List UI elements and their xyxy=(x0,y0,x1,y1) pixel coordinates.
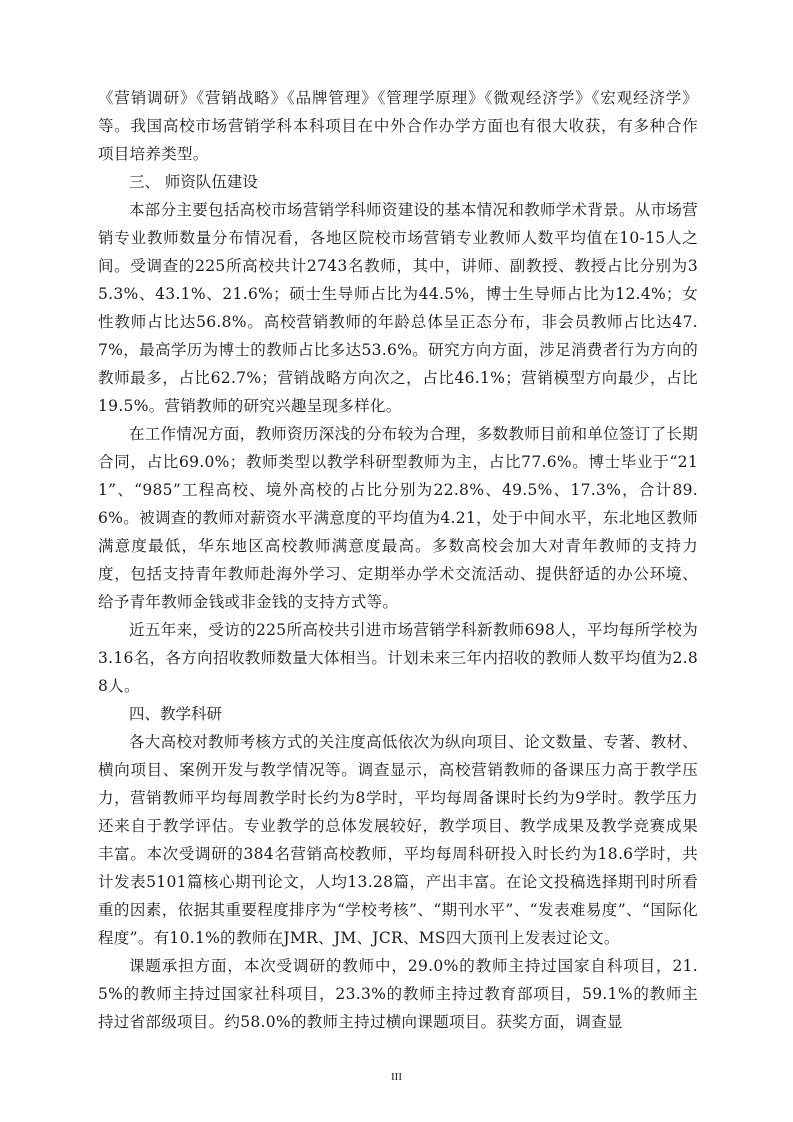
section-heading-teaching-research: 四、教学科研 xyxy=(129,705,223,723)
page-number: III xyxy=(391,1071,402,1083)
paragraph-faculty-overview: 本部分主要包括高校市场营销学科师资建设的基本情况和教师学术背景。从市场营销专业教师数量分布情况看，各地区院校市场营销专业教师人数平均值在10-15人之间。受调查的225所高校共计2743名教师，其中，讲师、副教授、教授占比分别为35.3%、43.1%、21.6%；硕士生导师占比为44.5%，博士生导师占比为12.4%；女性教师占比达56.8%。高校营销教师的年龄总体呈正态分布，非会员教师占比达47.7%，最高学历为博士的教师占比多达53.6%。研究方向方面，涉足消费者行为方向的教师最多，占比62.7%；营销战略方向次之，占比46.1%；营销模型方向最少，占比19.5%。营销教师的研究兴趣呈现多样化。 xyxy=(98,201,698,415)
continuation-paragraph: 《营销调研》《营销战略》《品牌管理》《管理学原理》《微观经济学》《宏观经济学》等。我国高校市场营销学科本科项目在中外合作办学方面也有很大收获，有多种合作项目培养类型。 xyxy=(98,89,698,163)
paragraph-new-hires: 近五年来，受访的225所高校共引进市场营销学科新教师698人，平均每所学校为3.16名，各方向招收教师数量大体相当。计划未来三年内招收的教师人数平均值为2.88人。 xyxy=(98,621,698,695)
section-heading-faculty: 三、 师资队伍建设 xyxy=(129,173,258,191)
paragraph-work-conditions: 在工作情况方面，教师资历深浅的分布较为合理，多数教师目前和单位签订了长期合同，占比69.0%；教师类型以教学科研型教师为主，占比77.6%。博士毕业于“211”、“985”工程高校、境外高校的占比分别为22.8%、49.5%、17.3%，合计89.6%。被调查的教师对薪资水平满意度的平均值为4.21，处于中间水平，东北地区教师满意度最低，华东地区高校教师满意度最高。多数高校会加大对青年教师的支持力度，包括支持青年教师赴海外学习、定期举办学术交流活动、提供舒适的办公环境、给予青年教师金钱或非金钱的支持方式等。 xyxy=(98,425,698,611)
paragraph-teaching-research: 各大高校对教师考核方式的关注度高低依次为纵向项目、论文数量、专著、教材、横向项目、案例开发与教学情况等。调查显示，高校营销教师的备课压力高于教学压力，营销教师平均每周教学时长约为8学时，平均每周备课时长约为9学时。教学压力还来自于教学评估。专业教学的总体发展较好，教学项目、教学成果及教学竞赛成果丰富。本次受调研的384名营销高校教师，平均每周科研投入时长约为18.6学时，共计发表5101篇核心期刊论文，人均13.28篇，产出丰富。在论文投稿选择期刊时所看重的因素，依据其重要程度排序为“学校考核”、“期刊水平”、“发表难易度”、“国际化程度”。有10.1%的教师在JMR、JM、JCR、MS四大顶刊上发表过论文。 xyxy=(98,733,698,947)
paragraph-projects: 课题承担方面，本次受调研的教师中，29.0%的教师主持过国家自科项目，21.5%的教师主持过国家社科项目，23.3%的教师主持过教育部项目，59.1%的教师主持过省部级项目。约58.0%的教师主持过横向课题项目。获奖方面，调查显 xyxy=(98,957,698,1031)
document-body xyxy=(98,84,698,1036)
